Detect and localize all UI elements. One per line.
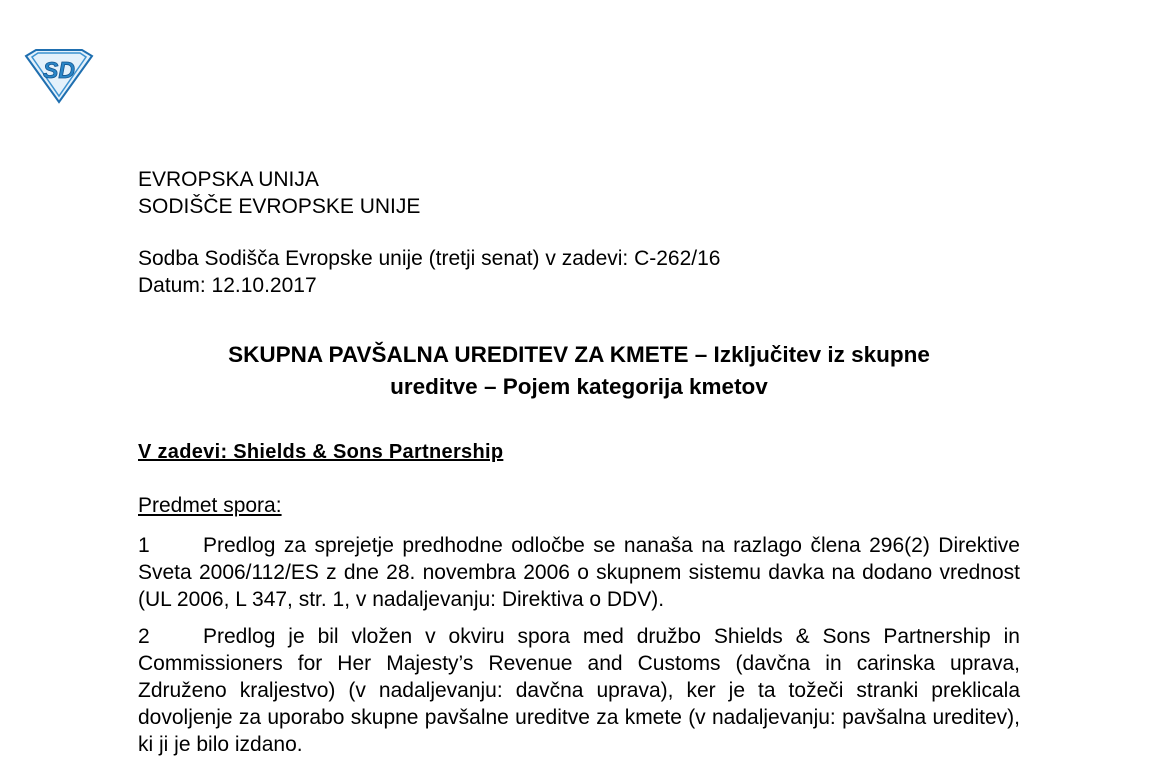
title-line-2: ureditve – Pojem kategorija kmetov xyxy=(390,374,768,399)
case-date: Datum: 12.10.2017 xyxy=(138,274,317,297)
paragraph xyxy=(138,623,1020,758)
subject-heading: Predmet spora: xyxy=(138,494,282,517)
paragraph-text: Predlog je bil vložen v okviru spora med družbo Shields & Sons Partnership in Commissioners for Her Majesty’s Revenue and Customs (davčna in carinska uprava, Združeno kraljestvo) (v nadaljevanju: davčna uprava), ker je ta tožeči stranki preklicala dovoljenje za uporabo skupne pavšalne ureditve za kmete (v nadaljevanju: pavšalna ureditev), ki ji je bilo izdano. xyxy=(138,625,1020,756)
paragraph xyxy=(138,532,1020,613)
paragraph-number: 2 xyxy=(138,625,150,648)
paragraph-number: 1 xyxy=(138,534,150,557)
case-name-heading: V zadevi: Shields & Sons Partnership xyxy=(138,441,504,463)
court-header xyxy=(138,166,420,220)
header-line-1: EVROPSKA UNIJA xyxy=(138,168,319,191)
paragraph-text: Predlog za sprejetje predhodne odločbe se nanaša na razlago člena 296(2) Direktive Sveta 2006/112/ES z dne 28. novembra 2006 o skupnem sistemu davka na dodano vrednost (UL 2006, L 347, str. 1, v nadaljevanju: Direktiva o DDV). xyxy=(138,534,1020,611)
document-title xyxy=(138,339,1020,403)
logo-text: SD xyxy=(43,57,75,83)
case-reference: Sodba Sodišča Evropske unije (tretji senat) v zadevi: C-262/16 xyxy=(138,247,721,270)
case-info xyxy=(138,245,720,299)
header-line-2: SODIŠČE EVROPSKE UNIJE xyxy=(138,195,421,218)
title-line-1: SKUPNA PAVŠALNA UREDITEV ZA KMETE – Izključitev iz skupne xyxy=(228,342,930,367)
shield-logo-icon xyxy=(22,48,96,104)
logo xyxy=(22,48,96,104)
